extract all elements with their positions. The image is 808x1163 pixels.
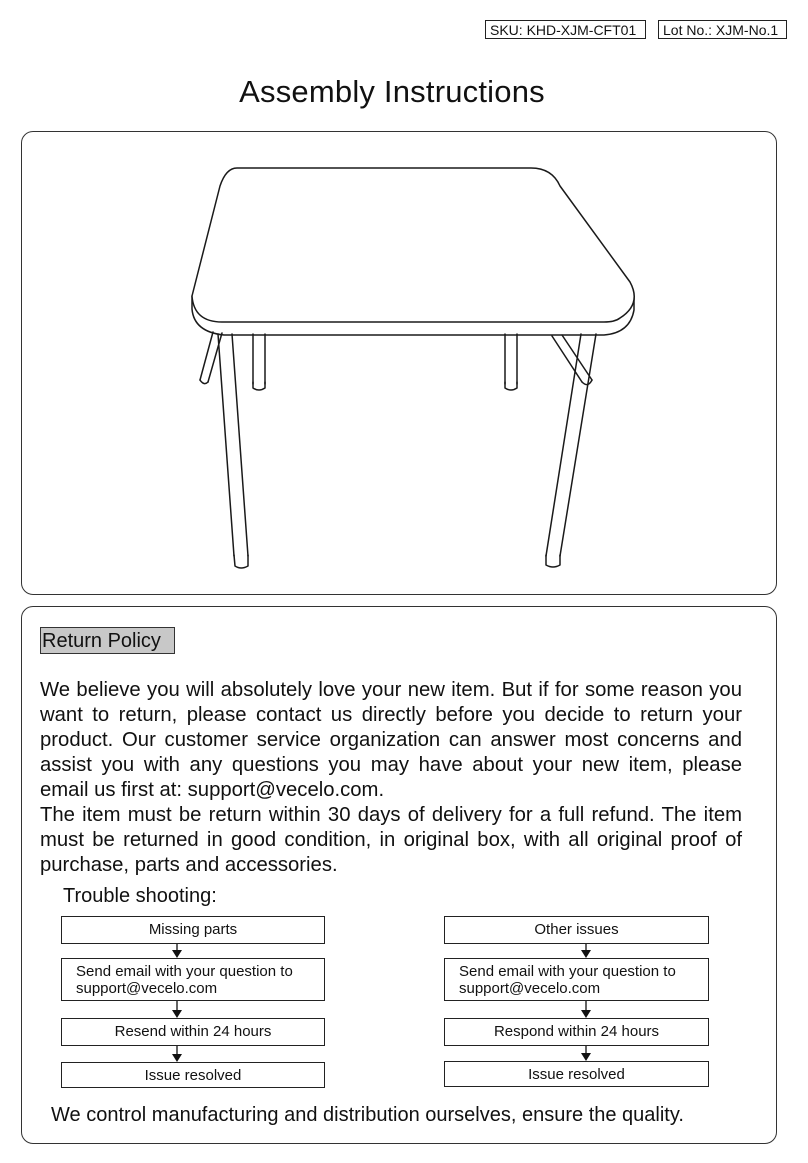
page-title: Assembly Instructions xyxy=(239,74,545,109)
refund-conditions-paragraph: The item must be return within 30 days of delivery for a full refund. The item must be returned in good condition, in original box, with all original proof of purchase, parts and accessories. xyxy=(40,804,742,876)
other-issues-box: Other issues xyxy=(444,916,709,944)
issue-resolved-box: Issue resolved xyxy=(61,1062,325,1088)
issue-resolved-box: Issue resolved xyxy=(444,1061,709,1087)
front-left-leg xyxy=(218,334,248,568)
missing-parts-box: Missing parts xyxy=(61,916,325,944)
back-right-leg xyxy=(505,334,517,390)
send-email-box xyxy=(61,958,325,1001)
sku-label: SKU: KHD-XJM-CFT01 xyxy=(485,20,646,39)
support-email: support@vecelo.com xyxy=(459,980,601,997)
respond-box: Respond within 24 hours xyxy=(444,1018,709,1046)
back-left-leg xyxy=(253,334,265,390)
send-email-box xyxy=(444,958,709,1001)
troubleshooting-label: Trouble shooting: xyxy=(63,885,217,907)
return-policy-paragraph: We believe you will absolutely love your new item. But if for some reason you want to return, please contact us directly before you decide to return your product. Our customer service organization can answer most concerns and assist you with any questions you may have about your new item, please email us first at: support@vecelo.com. xyxy=(40,679,742,801)
right-folding-brace xyxy=(552,335,592,385)
table-top xyxy=(192,168,634,322)
resend-box: Resend within 24 hours xyxy=(61,1018,325,1046)
lot-number-label: Lot No.: XJM-No.1 xyxy=(658,20,787,39)
send-email-text: Send email with your question to xyxy=(459,963,676,980)
send-email-text: Send email with your question to xyxy=(76,963,293,980)
closing-statement: We control manufacturing and distribution ourselves, ensure the quality. xyxy=(51,1104,684,1126)
return-policy-heading: Return Policy xyxy=(40,627,175,654)
front-right-leg xyxy=(546,334,596,567)
support-email: support@vecelo.com xyxy=(76,980,218,997)
